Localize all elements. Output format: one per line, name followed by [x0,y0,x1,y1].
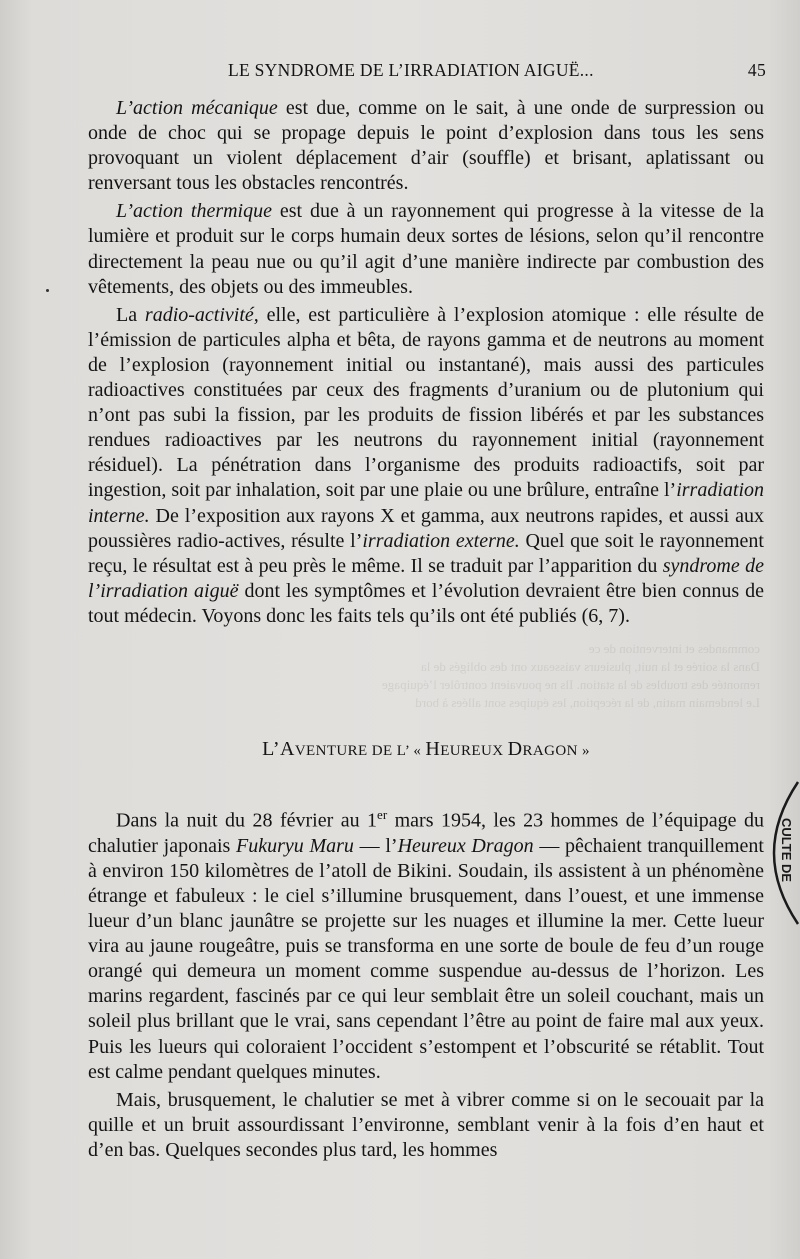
ship-name: Fukuryu Maru [236,834,354,857]
section-heading: L’AVENTURE DE L’ « HEUREUX DRAGON » [262,738,590,760]
paragraph-story-night: Dans la nuit du 28 février au 1er mars 1954, les 23 hommes de l’équipage du chalutier japonais Fukuryu Maru — l’Heureux Dragon — pêchaient tranquillement à environ 150 kilomètres de l’atoll de Bikini. Soudain, ils assistent à un phénomène étrange et fabuleux : le ciel s’illumine brusquement, dans l’ouest, et une immense lueur d’un blanc jaunâtre se projette sur les nuages et illumine la mer. Cette lueur vira au jaune rougeâtre, puis se transforma en une sorte de boule de feu d’un rouge orangé qui demeura un moment comme suspendue au-dessus de l’horizon. Les marins regardent, fascinés par ce qui leur semblait être un soleil couchant, mais un soleil plus brillant que le vrai, sans cependant l’être au point de faire mal aux yeux. Puis les lueurs qui coloraient l’occident s’estompent et l’obscurité se rétablit. Tout est calme pendant quelques minutes. [88,807,764,1083]
term-action-thermique: L’action thermique [116,200,272,223]
paragraph-radio-activite: La radio-activité, elle, est particulière à l’explosion atomique : elle résulte de l’émission de particules alpha et bêta, de rayons gamma et de neutrons au moment de l’explosion (rayonnement initial ou instantané), mais aussi des particules radioactives constituées par ceux des fragments d’uranium ou de plutonium qui n’ont pas subi la fission, par les produits de fission libérés et par les substances rendues radioactives par les neutrons du rayonnement initial (rayonnement résiduel). La pénétration dans l’organisme des produits radioactifs, soit par ingestion, soit par inhalation, soit par une plaie ou une brûlure, entraîne l’irradiation interne. De l’exposition aux rayons X et gamma, aux neutrons rapides, et aussi aux poussières radio-actives, résulte l’irradiation externe. Quel que soit le rayonnement reçu, le résultat est à peu près le même. Il se traduit par l’apparition du syndrome de l’irradiation aiguë dont les symptômes et l’évolution devraient être bien connus de tout médecin. Voyons donc les faits tels qu’ils ont été publiés (6, 7). [88,303,765,627]
term-irradiation-externe: irradiation externe. [362,529,520,552]
superscript-er: er [377,807,388,822]
running-header [88,60,766,86]
library-stamp-fragment [768,778,800,928]
show-through-from-previous-page: commandes et intervention de ce Dans la soirée et la nuit, plusieurs vaisseaux ont des obligés de la remontée des troubles de la station. Ils ne pouvaient contrôler l’équipage Le lendemain matin, de la réception, les équipes sont allées à bord [382,641,760,710]
page-number: 45 [747,60,766,80]
paragraph-action-mecanique: L’action mécanique est due, comme on le sait, à une onde de surpression ou onde de choc qui se propage depuis le point d’explosion dans tous les sens provoquant un violent déplacement d’air (souffle) et brisant, aplatissant ou renversant tous les obstacles rencontrés. [88,97,764,195]
paragraph-action-thermique: L’action thermique est due à un rayonnement qui progresse à la vitesse de la lumière et produit sur le corps humain deux sortes de lésions, selon qu’il rencontre directement la peau nue ou qu’il agit d’une manière indirecte par combustion des vêtements, des objets ou des immeubles. [88,200,764,298]
paragraph-story-vibration: Mais, brusquement, le chalutier se met à vibrer comme si on le secouait par la quille et un bruit assourdissant l’environne, semblant venir à la fois d’en haut et d’en bas. Quelques secondes plus tard, les hommes [88,1088,764,1161]
term-syndrome: syndrome de l’irradiation aiguë [88,554,764,602]
text-block-top [88,96,764,629]
term-irradiation-interne: irradiation interne. [88,479,764,527]
text-block-story [88,802,764,1163]
term-radio-activite: radio-activité, [144,303,259,326]
ship-name-translation: Heureux Dragon [397,834,534,857]
stamp-text: CULTE DE [779,818,794,883]
term-action-mecanique: L’action mécanique [116,97,278,119]
running-title: LE SYNDROME DE L’IRRADIATION AIGUË... [228,60,594,80]
ink-speck [46,289,49,292]
